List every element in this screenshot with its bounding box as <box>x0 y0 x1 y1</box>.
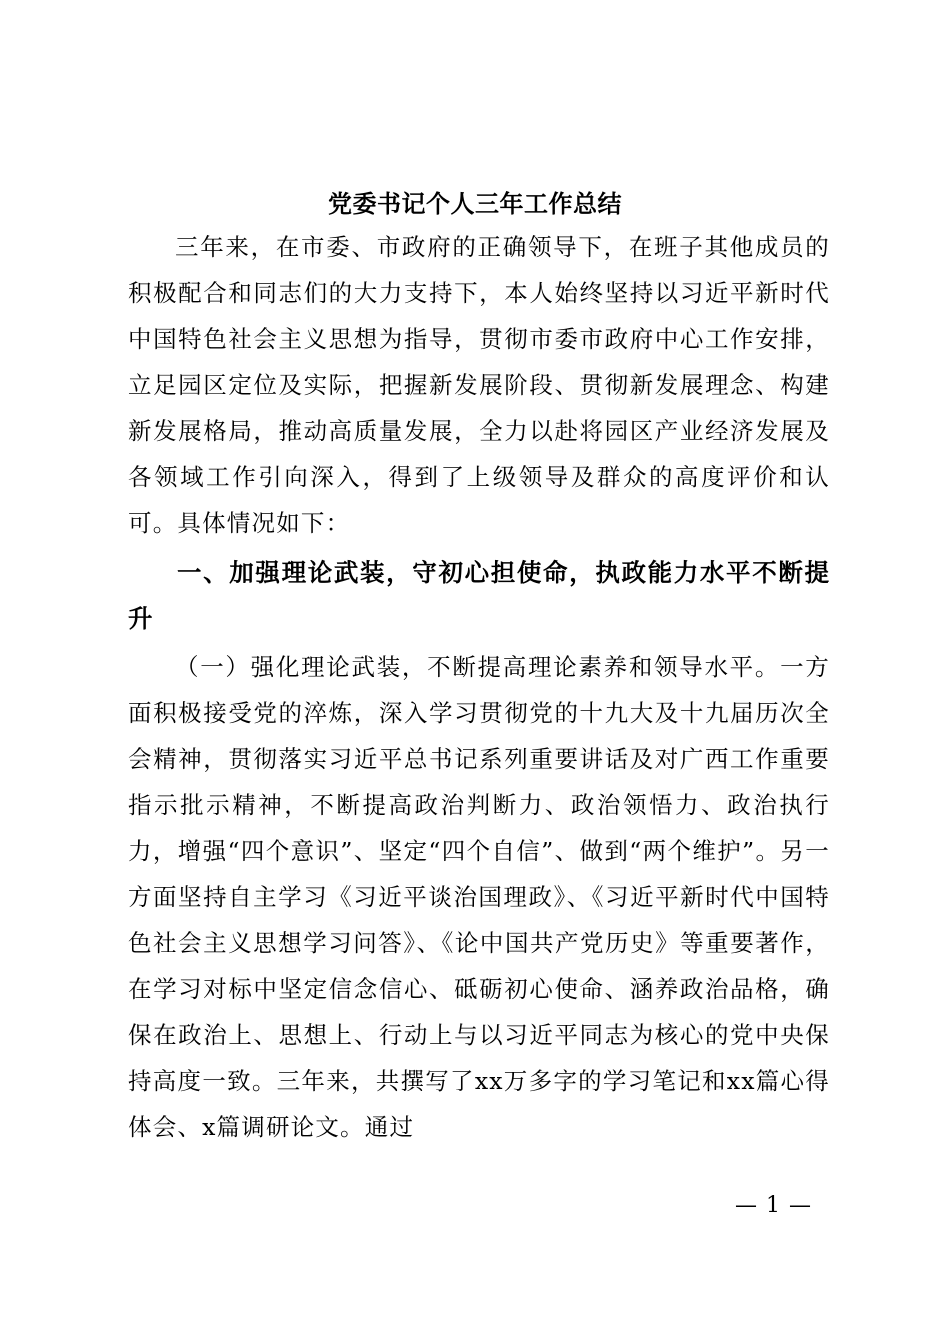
page-number: — 1 — <box>735 1193 812 1218</box>
section-paragraph: （一）强化理论武装，不断提高理论素养和领导水平。一方面积极接受党的淬炼，深入学习贯彻党的十九大及十九届历次全会精神，贯彻落实习近平总书记系列重要讲话及对广西工作重要指示批示精神，不断提高政治判断力、政治领悟力、政治执行力，增强“四个意识”、坚定“四个自信”、做到“两个维护”。另一方面坚持自主学习《习近平谈治国理政》、《习近平新时代中国特色社会主义思想学习问答》、《论中国共产党历史》等重要著作，在学习对标中坚定信念信心、砥砺初心使命、涵养政治品格，确保在政治上、思想上、行动上与以习近平同志为核心的党中央保持高度一致。三年来，共撰写了xx万多字的学习笔记和xx篇心得体会、x篇调研论文。通过 <box>128 653 830 1141</box>
section-heading: 一、加强理论武装，守初心担使命，执政能力水平不断提升 <box>128 558 830 633</box>
document-title: 党委书记个人三年工作总结 <box>328 189 622 218</box>
intro-paragraph: 三年来，在市委、市政府的正确领导下，在班子其他成员的积极配合和同志们的大力支持下，本人始终坚持以习近平新时代中国特色社会主义思想为指导，贯彻市委市政府中心工作安排，立足园区定位及实际，把握新发展阶段、贯彻新发展理念、构建新发展格局，推动高质量发展，全力以赴将园区产业经济发展及各领域工作引向深入，得到了上级领导及群众的高度评价和认可。具体情况如下： <box>128 233 830 537</box>
